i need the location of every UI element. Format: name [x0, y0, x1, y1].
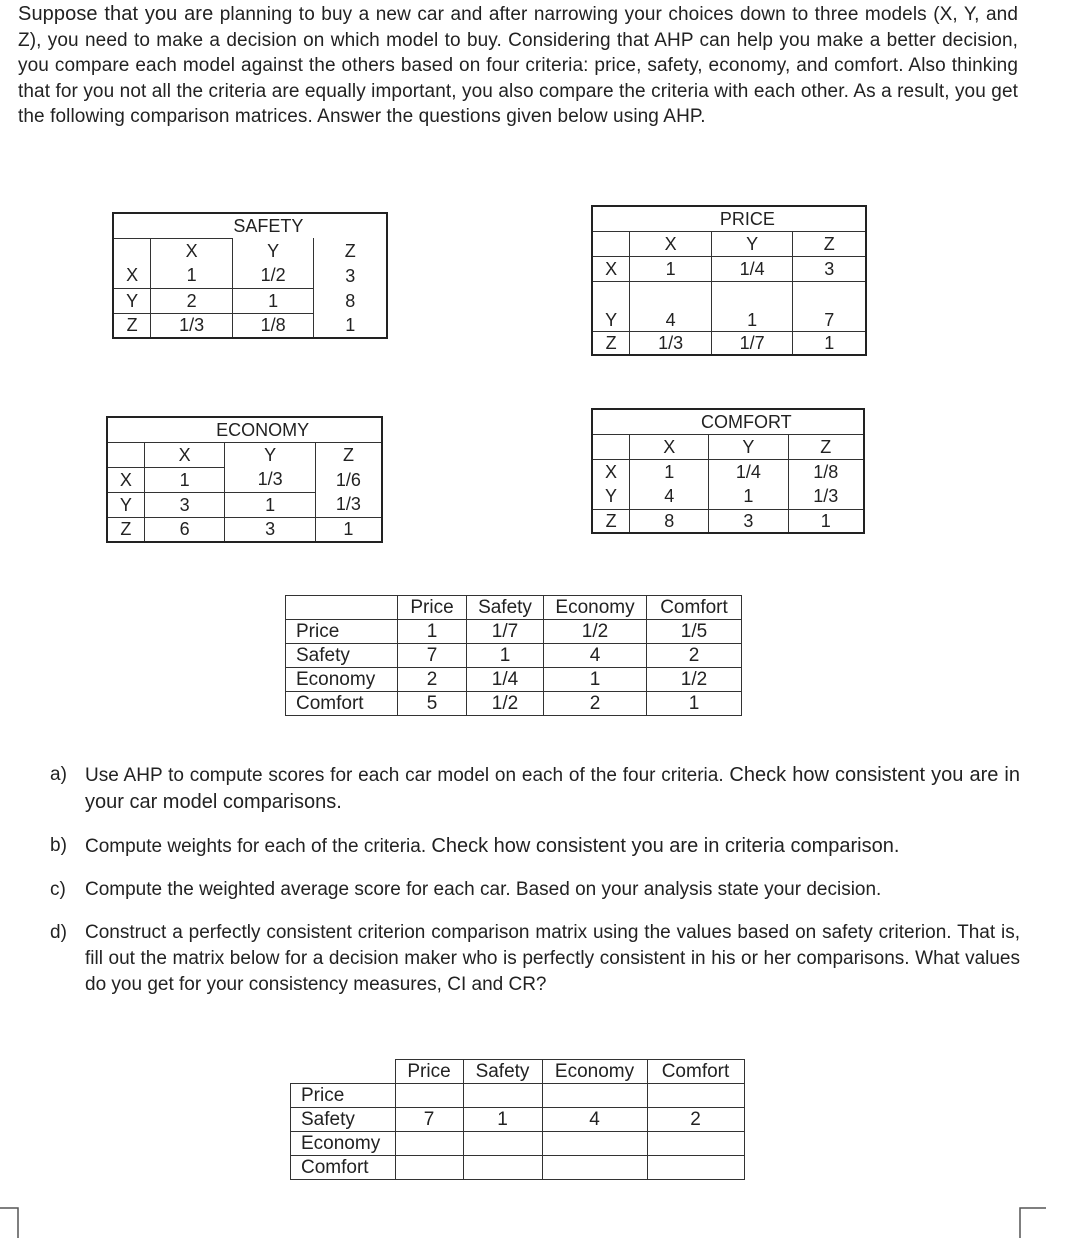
col-header: Comfort — [647, 596, 742, 620]
matrix-cell: 1 — [232, 288, 314, 313]
row-header: Y — [592, 281, 630, 331]
matrix-cell: 4 — [630, 484, 709, 509]
matrix-cell — [463, 1132, 542, 1156]
question-text: Use AHP to compute scores for each car model on each of the four criteria. — [85, 765, 724, 786]
col-header: Safety — [467, 596, 544, 620]
matrix-cell: 1/2 — [544, 620, 647, 644]
matrix-cell: 1 — [630, 256, 712, 281]
matrix-cell: 1/6 — [315, 467, 382, 492]
row-header: X — [107, 467, 144, 492]
matrix-cell: 1/3 — [788, 484, 864, 509]
question-item — [50, 877, 1020, 903]
price-matrix — [591, 205, 867, 356]
matrix-cell: 1 — [711, 281, 793, 331]
intro-lead: Suppose that you are — [18, 3, 214, 25]
matrix-cell — [395, 1132, 463, 1156]
matrix-cell: 4 — [544, 644, 647, 668]
matrix-cell: 3 — [793, 256, 866, 281]
col-header: X — [151, 238, 233, 263]
matrix-cell: 1 — [709, 484, 788, 509]
question-label: a) — [50, 764, 67, 785]
matrix-cell: 7 — [395, 1108, 463, 1132]
economy-matrix — [106, 416, 383, 543]
matrix-cell: 2 — [647, 644, 742, 668]
matrix-cell — [647, 1156, 744, 1180]
intro-body: planning to buy a new car and after narrowing your choices down to three models (X, Y, and Z), you need to make a decision on which model to buy. Considering that AHP can help you make a better decision, you compare each model against the others based on four criteria: price, safety, economy, and comfort. Also thinking that for you not all the criteria are equally important, you also compare the criteria with each other. As a result, you get the following comparison matrices. Answer the questions given below using AHP. — [18, 4, 1018, 127]
question-text: Compute weights for each of the criteria. — [85, 836, 427, 857]
safety-matrix — [112, 212, 388, 339]
matrix-cell: 2 — [544, 692, 647, 716]
matrix-title: PRICE — [719, 208, 775, 229]
matrix-cell — [395, 1156, 463, 1180]
matrix-cell: 1/8 — [232, 313, 314, 338]
matrix-cell: 1/4 — [709, 459, 788, 484]
matrix-cell: 1/5 — [647, 620, 742, 644]
matrix-title: ECONOMY — [216, 419, 310, 440]
matrix-cell: 1 — [630, 459, 709, 484]
matrix-cell: 4 — [542, 1108, 647, 1132]
matrix-cell: 1/2 — [232, 263, 314, 288]
matrix-cell: 1 — [544, 668, 647, 692]
matrix-cell: 5 — [398, 692, 467, 716]
row-header: Y — [113, 288, 151, 313]
row-header: Price — [291, 1084, 396, 1108]
col-header: Price — [398, 596, 467, 620]
row-header: Z — [113, 313, 151, 338]
row-header: Economy — [286, 668, 398, 692]
matrix-cell: 8 — [630, 509, 709, 533]
row-header: Economy — [291, 1132, 396, 1156]
row-header: X — [592, 256, 630, 281]
row-header: Z — [592, 509, 630, 533]
intro-paragraph — [18, 2, 1018, 130]
matrix-cell: 3 — [144, 492, 224, 517]
col-header: Y — [225, 442, 316, 467]
col-header: Z — [793, 231, 866, 256]
matrix-cell: 1 — [314, 313, 387, 338]
matrix-cell: 3 — [709, 509, 788, 533]
matrix-cell: 1/3 — [630, 331, 712, 355]
row-header: Safety — [291, 1108, 396, 1132]
matrix-cell — [463, 1084, 542, 1108]
row-header: Y — [107, 492, 144, 517]
col-header: Y — [711, 231, 793, 256]
matrix-cell — [647, 1084, 744, 1108]
matrix-cell: 1/8 — [788, 459, 864, 484]
matrix-cell: 3 — [314, 263, 387, 288]
matrix-cell: 1 — [467, 644, 544, 668]
matrix-cell: 6 — [144, 517, 224, 542]
question-item — [50, 762, 1020, 816]
question-label: c) — [50, 879, 66, 900]
matrix-cell — [463, 1156, 542, 1180]
matrix-cell: 1 — [793, 331, 866, 355]
matrix-cell: 1/3 — [315, 492, 382, 517]
matrix-cell: 7 — [398, 644, 467, 668]
matrix-cell: 2 — [647, 1108, 744, 1132]
matrix-cell: 1/2 — [467, 692, 544, 716]
matrix-cell: 3 — [225, 517, 316, 542]
row-header: Price — [286, 620, 398, 644]
row-header: Comfort — [291, 1156, 396, 1180]
col-header: Z — [315, 442, 382, 467]
row-header: Z — [592, 331, 630, 355]
matrix-cell: 7 — [793, 281, 866, 331]
matrix-cell: 2 — [151, 288, 233, 313]
question-label: b) — [50, 835, 67, 856]
page-corner-mark-left — [0, 1200, 22, 1240]
col-header: Price — [395, 1060, 463, 1084]
col-header: X — [630, 231, 712, 256]
row-header: X — [126, 265, 139, 286]
question-item — [50, 920, 1020, 998]
col-header: X — [630, 434, 709, 459]
matrix-cell — [647, 1132, 744, 1156]
matrix-cell: 1 — [463, 1108, 542, 1132]
matrix-cell: 4 — [630, 281, 712, 331]
matrix-title: SAFETY — [233, 215, 304, 236]
questions-list — [50, 762, 1020, 1015]
question-label: d) — [50, 922, 67, 943]
matrix-cell: 1 — [225, 492, 316, 517]
matrix-cell — [395, 1084, 463, 1108]
matrix-cell: 1 — [315, 517, 382, 542]
matrix-cell: 1/7 — [467, 620, 544, 644]
matrix-cell — [542, 1084, 647, 1108]
matrix-cell: 1 — [647, 692, 742, 716]
row-header: Safety — [286, 644, 398, 668]
question-text: Compute the weighted average score for each car. Based on your analysis state your decision. — [85, 879, 882, 900]
matrix-cell — [542, 1132, 647, 1156]
consistent-matrix — [290, 1059, 745, 1180]
matrix-cell: 1/7 — [711, 331, 793, 355]
matrix-cell: 1 — [151, 263, 233, 288]
col-header: Economy — [544, 596, 647, 620]
matrix-cell: 1/3 — [151, 313, 233, 338]
matrix-cell: 1/2 — [647, 668, 742, 692]
col-header: Comfort — [647, 1060, 744, 1084]
matrix-cell: 1/4 — [711, 256, 793, 281]
col-header: Y — [709, 434, 788, 459]
matrix-title: COMFORT — [700, 411, 792, 432]
matrix-cell: 1/3 — [225, 467, 316, 492]
matrix-cell: 1/4 — [467, 668, 544, 692]
matrix-cell: 1 — [398, 620, 467, 644]
comfort-matrix — [591, 408, 865, 534]
row-header: Z — [107, 517, 144, 542]
col-header: X — [144, 442, 224, 467]
col-header: Z — [314, 238, 387, 263]
col-header: Z — [788, 434, 864, 459]
row-header: X — [592, 459, 630, 484]
matrix-cell: 2 — [398, 668, 467, 692]
row-header: Y — [605, 486, 618, 507]
question-item — [50, 833, 1020, 860]
question-text-emphasis: Check how consistent you are in your car model comparisons. — [85, 764, 1021, 813]
col-header: Economy — [542, 1060, 647, 1084]
matrix-cell — [542, 1156, 647, 1180]
matrix-cell: 1 — [788, 509, 864, 533]
col-header: Safety — [463, 1060, 542, 1084]
question-text-emphasis: Check how consistent you are in criteria comparison. — [431, 835, 900, 857]
criteria-matrix — [285, 595, 742, 716]
col-header: Y — [232, 238, 314, 263]
question-text: Construct a perfectly consistent criterion comparison matrix using the values based on safety criterion. That is, fill out the matrix below for a decision maker who is perfectly consistent in his or her comparisons. What values do you get for your consistency measures, CI and CR? — [85, 922, 1020, 995]
page-corner-mark-right — [1018, 1200, 1048, 1240]
matrix-cell: 1 — [144, 467, 224, 492]
matrix-cell: 8 — [314, 288, 387, 313]
row-header: Comfort — [286, 692, 398, 716]
